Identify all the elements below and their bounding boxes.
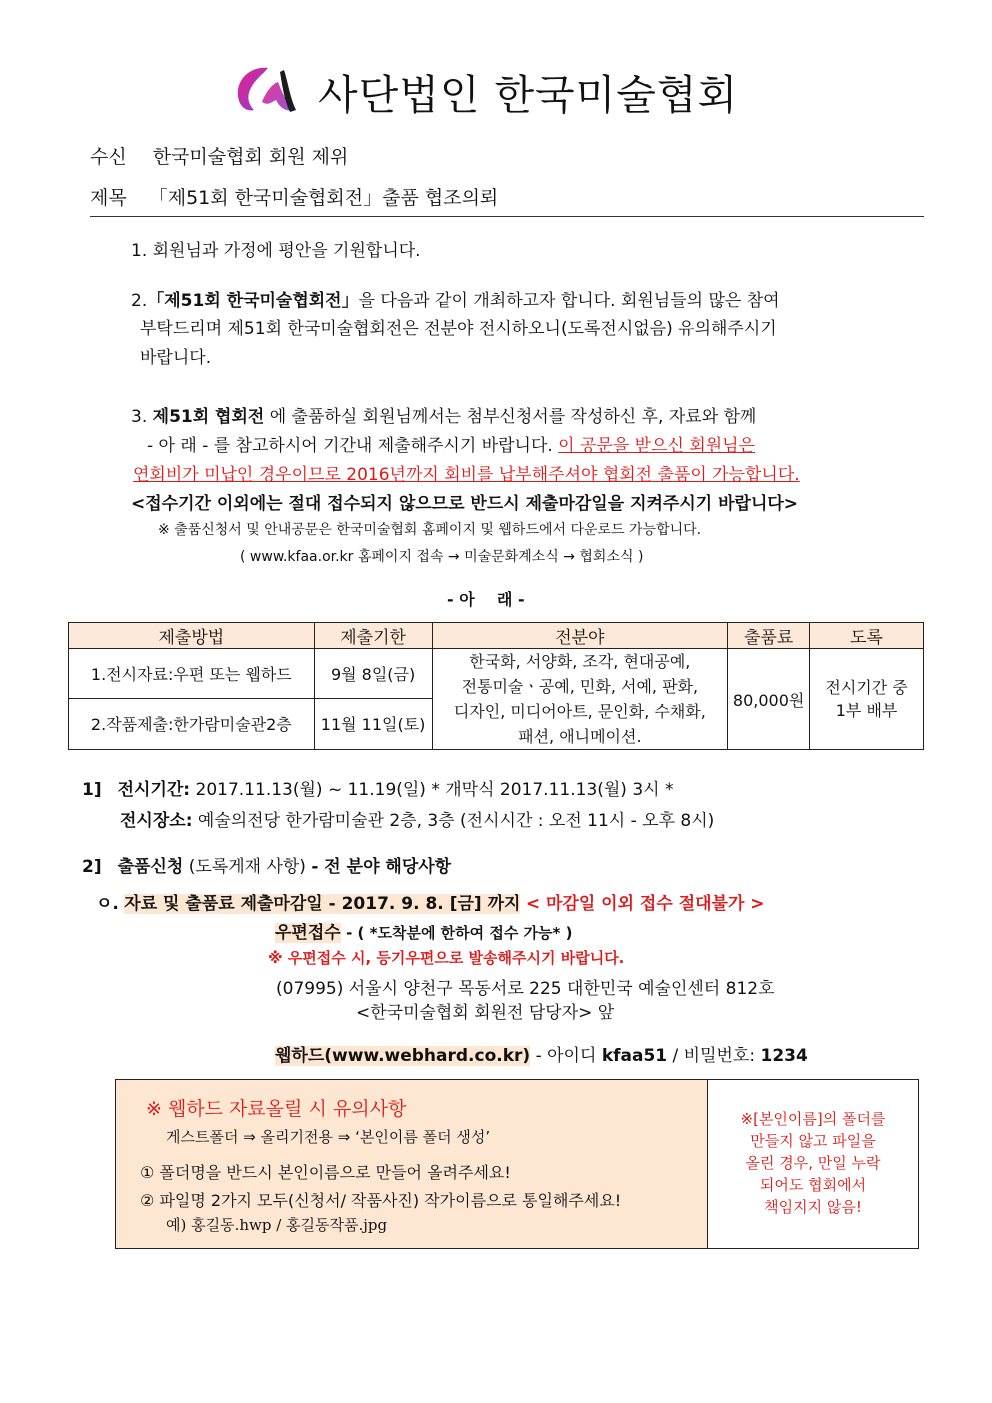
p2-text: 을 다음과 같이 개최하고자 합니다. 회원님들의 많은 참여: [358, 291, 780, 311]
mail-label: 우편접수: [275, 923, 341, 943]
org-name: 사단법인 한국미술협회: [318, 71, 739, 119]
paragraph-2: [131, 286, 780, 311]
header-fee: 출품료: [728, 623, 810, 649]
mail-line: [275, 918, 572, 943]
p2-event-name: 「제51회 한국미술협회전」: [147, 291, 359, 311]
venue-label: 전시장소:: [120, 811, 193, 831]
application-heading: [82, 852, 451, 877]
deadline-cell: 11월 11일(토): [314, 698, 432, 749]
paragraph-1: 1. 회원님과 가정에 평안을 기원합니다.: [131, 241, 421, 261]
download-note: ※ 출품신청서 및 안내공문은 한국미술협회 홈페이지 및 웹하드에서 다운로드 가능합니다.: [158, 522, 702, 538]
notice-left-panel: [116, 1080, 708, 1248]
period-value: 2017.11.13(월) ~ 11.19(일) * 개막식 2017.11.13(월) 3시 *: [195, 780, 674, 800]
section2-num: 2]: [82, 857, 102, 877]
header-divider: [90, 216, 924, 217]
paragraph-3: [131, 402, 756, 427]
p3-num: 3.: [131, 407, 148, 427]
fields-cell: [432, 649, 728, 750]
application-scope: - 전 분야 해당사항: [311, 857, 452, 877]
notice-item-2: ② 파일명 2가지 모두(신청서/ 작품사진) 작가이름으로 통일해주세요!: [140, 1191, 622, 1210]
mail-red-notice: ※ 우편접수 시, 등기우편으로 발송해주시기 바랍니다.: [268, 949, 625, 967]
venue-value: 예술의전당 한가람미술관 2층, 3층 (전시시간 : 오전 11시 - 오후 8시): [197, 811, 715, 831]
catalog-cell: [810, 649, 924, 750]
mail-note: - ( *도착분에 한하여 접수 가능* ): [346, 924, 573, 942]
header-deadline: 제출기한: [314, 623, 432, 649]
deadline-warning: <접수기간 이외에는 절대 접수되지 않으므로 반드시 제출마감일을 지켜주시기 바랍니다>: [131, 494, 799, 514]
webhard-id-label: - 아이디: [535, 1046, 597, 1066]
notice-example: 예) 홍길동.hwp / 홍길동작품.jpg: [166, 1216, 388, 1234]
table-row: [69, 649, 924, 699]
catalog-line: 전시기간 중: [825, 678, 908, 697]
fields-line: 전통미술ㆍ공예, 민화, 서예, 판화,: [461, 677, 699, 696]
deadline-cell: 9월 8일(금): [314, 649, 432, 699]
catalog-line: 1부 배부: [835, 701, 898, 720]
application-paren: (도록게재 사항): [188, 857, 306, 877]
deadline-red: < 마감일 이외 접수 절대불가 >: [525, 894, 765, 914]
warning-line: 되어도 협회에서: [759, 1176, 867, 1194]
to-value: 한국미술협회 회원 제위: [152, 146, 349, 168]
below-title: - 아 래 -: [447, 590, 525, 609]
header-method: 제출방법: [69, 623, 315, 649]
address-line-2: <한국미술협회 회원전 담당자> 앞: [356, 1003, 615, 1023]
to-label: 수신: [90, 146, 127, 168]
method-cell: 2.작품제출:한가람미술관2층: [69, 698, 315, 749]
notice-item-1: ① 폴더명을 반드시 본인이름으로 만들어 올려주세요!: [140, 1163, 511, 1182]
paragraph-2-line3: 바랍니다.: [140, 348, 212, 368]
subject-line: [90, 183, 498, 210]
p3-red-notice-1: 이 공문을 받으신 회원님은: [558, 436, 756, 456]
kfaa-logo-icon: [232, 62, 298, 116]
p3-line2-text: - 아 래 - 를 참고하시어 기간내 제출해주시기 바랍니다.: [147, 436, 553, 456]
webhard-pw-label: / 비밀번호:: [672, 1046, 756, 1066]
bullet: ㅇ.: [96, 894, 119, 914]
table-header-row: [69, 623, 924, 649]
section1-num: 1]: [82, 780, 102, 800]
period-label: 전시기간:: [117, 780, 191, 800]
warning-line: 올린 경우, 만일 누락: [745, 1154, 881, 1172]
p3-event-name: 제51회 협회전: [152, 407, 265, 427]
notice-title: ※ 웹하드 자료올릴 시 유의사항: [146, 1098, 407, 1120]
paragraph-2-line2: 부탁드리며 제51회 한국미술협회전은 전분야 전시하오니(도록전시없음) 유의해주시기: [140, 319, 777, 339]
submission-table: [68, 622, 924, 750]
p3-text: 에 출품하실 회원님께서는 첨부신청서를 작성하신 후, 자료와 함께: [269, 407, 757, 427]
paragraph-3-line2: [147, 431, 755, 456]
webhard-id: kfaa51: [601, 1046, 668, 1066]
deadline-line: [96, 889, 765, 914]
address-line-1: (07995) 서울시 양천구 목동서로 225 대한민국 예술인센터 812호: [276, 979, 775, 999]
p2-num: 2.: [131, 291, 148, 311]
webhard-pw: 1234: [760, 1046, 808, 1066]
notice-path: 게스트폴더 ⇒ 올리기전용 ⇒ ‘본인이름 폴더 생성’: [166, 1128, 491, 1146]
application-title: 출품신청: [117, 857, 184, 877]
fields-line: 패션, 애니메이션.: [518, 727, 642, 746]
p3-red-notice-2: 연회비가 미납인 경우이므로 2016년까지 회비를 납부해주셔야 협회전 출품이 가능합니다.: [133, 465, 800, 485]
exhibition-period: [82, 775, 674, 800]
fields-line: 한국화, 서양화, 조각, 현대공예,: [469, 652, 691, 671]
header-catalog: 도록: [810, 623, 924, 649]
recipient-line: [90, 142, 348, 169]
subject-label: 제목: [90, 187, 127, 209]
method-cell: 1.전시자료:우편 또는 웹하드: [69, 649, 315, 699]
webhard-line: [275, 1041, 808, 1066]
notice-right-panel: [708, 1080, 918, 1248]
fields-line: 디자인, 미디어아트, 문인화, 수채화,: [453, 702, 706, 721]
fee-cell: 80,000원: [728, 649, 810, 750]
warning-line: ※[본인이름]의 폴더를: [740, 1110, 886, 1128]
warning-line: 책임지지 않음!: [764, 1198, 862, 1216]
subject-value: 「제51회 한국미술협회전」출품 협조의뢰: [148, 187, 499, 209]
exhibition-venue: [120, 806, 714, 831]
download-path: ( www.kfaa.or.kr 홈페이지 접속 → 미술문화계소식 → 협회소식 ): [240, 549, 644, 565]
warning-line: 만들지 않고 파일을: [750, 1132, 876, 1150]
deadline-text: 자료 및 출품료 제출마감일 - 2017. 9. 8. [금] 까지: [124, 894, 521, 914]
webhard-label: 웹하드(www.webhard.co.kr): [275, 1046, 531, 1066]
header-fields: 전분야: [432, 623, 728, 649]
webhard-notice-box: [115, 1079, 919, 1249]
